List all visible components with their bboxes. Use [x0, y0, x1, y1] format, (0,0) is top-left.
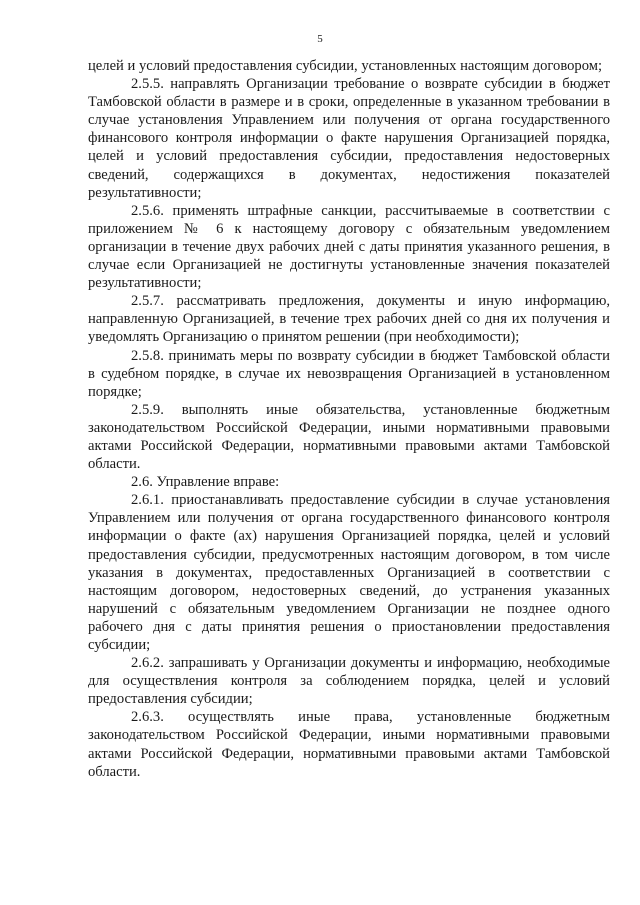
section-heading-2-6: 2.6. Управление вправе:	[131, 474, 280, 491]
paragraph-2-6-1: 2.6.1. приостанавливать предоставление субсидии в случае установления Управлением или получения от органа государственного финансового контроля информации о факте (ах) нарушения Организацией порядка, целей и условий предоставления субсидии, предусмотренных настоящим договором, в том числе указания в документах, предоставленных Организацией в соответствии с настоящим договором, недостоверных сведений, до устранения указанных нарушений с обязательным уведомлением Организации не позднее одного рабочего дня с даты принятия решения о приостановлении предоставления субсидии;	[88, 492, 610, 653]
document-body	[88, 57, 610, 781]
paragraph-continuation: целей и условий предоставления субсидии, установленных настоящим договором;	[88, 58, 603, 74]
paragraph-2-5-8: 2.5.8. принимать меры по возврату субсидии в бюджет Тамбовской области в судебном порядке, в случае их невозвращения Организацией в установленном порядке;	[88, 347, 610, 400]
paragraph-2-5-5: 2.5.5. направлять Организации требование о возврате субсидии в бюджет Тамбовской области в размере и в сроки, определенные в указанном требовании в случае установления Управлением или получения от органа государственного финансового контроля информации о факте нарушения Организацией порядка, целей и условий предоставления субсидии, предоставления недостоверных сведений, содержащихся в документах, недостижения показателей результативности;	[88, 76, 610, 201]
paragraph-2-5-6: 2.5.6. применять штрафные санкции, рассчитываемые в соответствии с приложением № 6 к настоящему договору с обязательным уведомлением организации в течение двух рабочих дней с даты принятия указанного решения, в случае если Организацией не достигнуты установленные значения показателей результативности;	[88, 202, 610, 292]
paragraph-2-6-3: 2.6.3. осуществлять иные права, установленные бюджетным законодательством Российской Федерации, иными нормативными правовыми актами Российской Федерации, нормативными правовыми актами Тамбовской области.	[88, 709, 610, 780]
page-number: 5	[317, 33, 323, 45]
paragraph-2-5-9: 2.5.9. выполнять иные обязательства, установленные бюджетным законодательством Российской Федерации, иными нормативными правовыми актами Российской Федерации, нормативными правовыми актами Тамбовской области.	[88, 401, 610, 473]
paragraph-2-5-7: 2.5.7. рассматривать предложения, документы и иную информацию, направленную Организацией, в течение трех рабочих дней со дня их получения и уведомлять Организацию о принятом решении (при необходимости);	[88, 293, 610, 346]
paragraph-2-6-2: 2.6.2. запрашивать у Организации документы и информацию, необходимые для осуществления контроля за соблюдением порядка, целей и условий предоставления субсидии;	[88, 655, 610, 708]
